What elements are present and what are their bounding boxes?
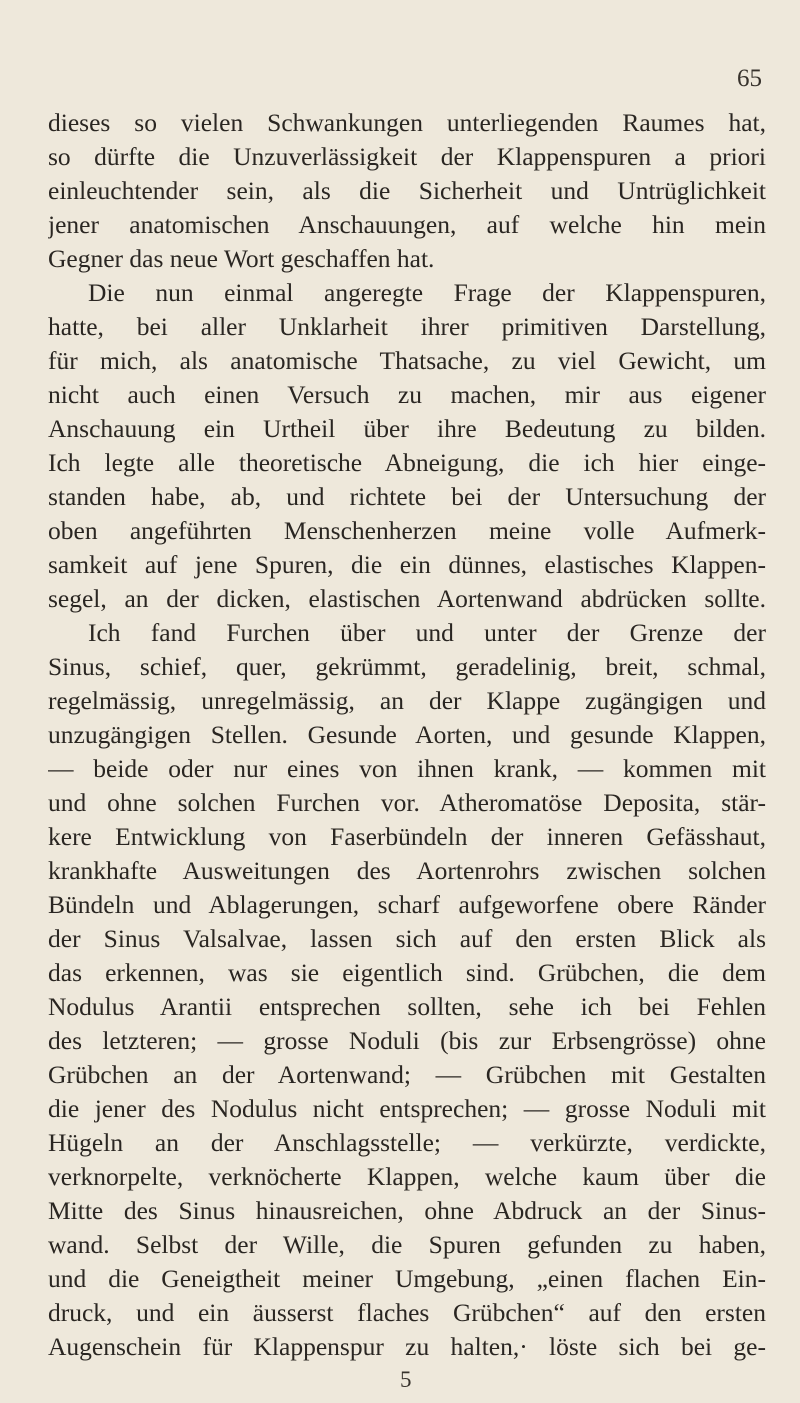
text-line: Die nun einmal angeregte Frage der Klappenspuren, bbox=[88, 278, 766, 307]
text-line: Grübchen an der Aortenwand; — Grübchen mit Gestalten bbox=[48, 1060, 766, 1089]
text-line: die jener des Nodulus nicht entsprechen; — grosse Noduli mit bbox=[48, 1094, 766, 1123]
text-line: Sinus, schief, quer, gekrümmt, geradelinig, breit, schmal, bbox=[48, 652, 766, 681]
text-line: dieses so vielen Schwankungen unterliegenden Raumes hat, bbox=[48, 108, 766, 137]
text-line: unzugängigen Stellen. Gesunde Aorten, und gesunde Klappen, bbox=[48, 720, 766, 749]
text-line: Gegner das neue Wort geschaffen hat. bbox=[48, 244, 435, 273]
text-line: segel, an der dicken, elastischen Aortenwand abdrücken sollte. bbox=[48, 584, 766, 613]
text-line: Bündeln und Ablagerungen, scharf aufgeworfene obere Ränder bbox=[48, 890, 766, 919]
text-line: druck, und ein äusserst flaches Grübchen“ auf den ersten bbox=[48, 1298, 766, 1327]
text-line: Mitte des Sinus hinausreichen, ohne Abdruck an der Sinus- bbox=[48, 1196, 766, 1225]
text-line: samkeit auf jene Spuren, die ein dünnes, elastisches Klappen- bbox=[48, 550, 766, 579]
text-line: das erkennen, was sie eigentlich sind. Grübchen, die dem bbox=[48, 958, 766, 987]
text-line: und die Geneigtheit meiner Umgebung, „einen flachen Ein- bbox=[48, 1264, 766, 1293]
text-line: krankhafte Ausweitungen des Aortenrohrs zwischen solchen bbox=[48, 856, 766, 885]
text-line: und ohne solchen Furchen vor. Atheromatöse Deposita, stär- bbox=[48, 788, 766, 817]
text-line: für mich, als anatomische Thatsache, zu viel Gewicht, um bbox=[48, 346, 766, 375]
text-line: einleuchtender sein, als die Sicherheit und Untrüglichkeit bbox=[48, 176, 766, 205]
text-line: — beide oder nur eines von ihnen krank, — kommen mit bbox=[48, 754, 766, 783]
text-line: wand. Selbst der Wille, die Spuren gefunden zu haben, bbox=[48, 1230, 766, 1259]
text-line: Ich fand Furchen über und unter der Grenze der bbox=[88, 618, 766, 647]
text-line: der Sinus Valsalvae, lassen sich auf den ersten Blick als bbox=[48, 924, 766, 953]
text-line: Augenschein für Klappenspur zu halten,· löste sich bei ge- bbox=[48, 1332, 766, 1361]
text-line: Ich legte alle theoretische Abneigung, die ich hier einge- bbox=[48, 448, 766, 477]
text-line: Nodulus Arantii entsprechen sollten, sehe ich bei Fehlen bbox=[48, 992, 766, 1021]
text-line: hatte, bei aller Unklarheit ihrer primitiven Darstellung, bbox=[48, 312, 766, 341]
text-line: verknorpelte, verknöcherte Klappen, welche kaum über die bbox=[48, 1162, 766, 1191]
text-line: Hügeln an der Anschlagsstelle; — verkürzte, verdickte, bbox=[48, 1128, 766, 1157]
text-line: nicht auch einen Versuch zu machen, mir aus eigener bbox=[48, 380, 766, 409]
text-line: jener anatomischen Anschauungen, auf welche hin mein bbox=[48, 210, 766, 239]
text-line: regelmässig, unregelmässig, an der Klappe zugängigen und bbox=[48, 686, 766, 715]
text-line: des letzteren; — grosse Noduli (bis zur Erbsengrösse) ohne bbox=[48, 1026, 766, 1055]
body-text bbox=[48, 106, 766, 1364]
text-line: oben angeführten Menschenherzen meine volle Aufmerk- bbox=[48, 516, 766, 545]
page-number: 65 bbox=[737, 65, 762, 92]
text-line: Anschauung ein Urtheil über ihre Bedeutung zu bilden. bbox=[48, 414, 766, 443]
signature-mark: 5 bbox=[400, 1367, 412, 1392]
text-line: standen habe, ab, und richtete bei der Untersuchung der bbox=[48, 482, 766, 511]
text-line: kere Entwicklung von Faserbündeln der inneren Gefässhaut, bbox=[48, 822, 766, 851]
text-line: so dürfte die Unzuverlässigkeit der Klappenspuren a priori bbox=[48, 142, 766, 171]
